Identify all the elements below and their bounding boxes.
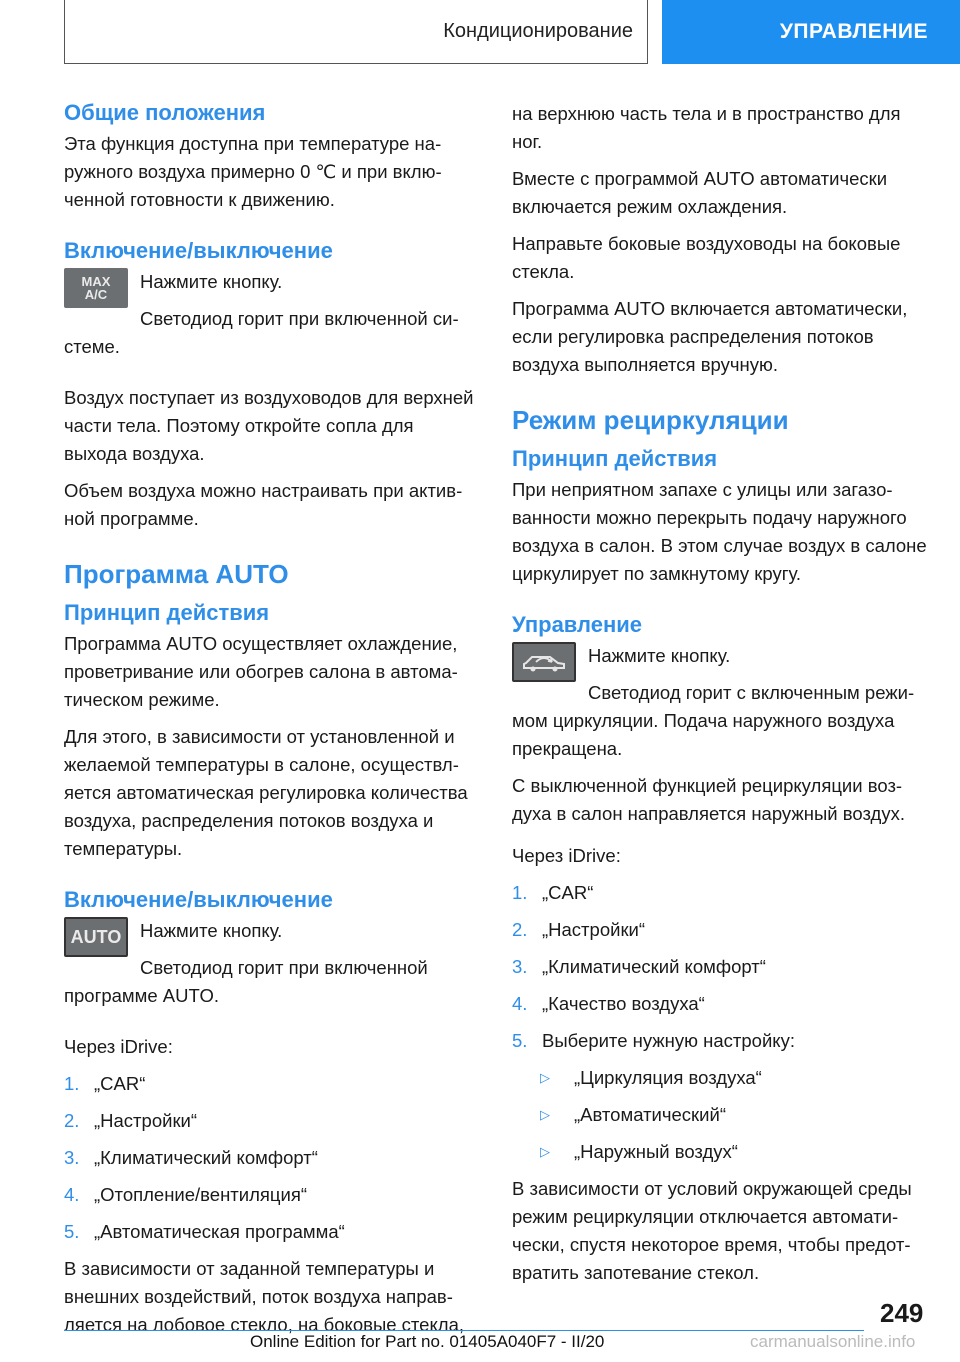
list-item <box>512 916 932 944</box>
triangle-bullet-icon: ▷ <box>540 1144 550 1159</box>
paragraph: Светодиод горит при включенной программе AUTO. <box>64 957 428 1006</box>
paragraph: В зависимости от условий окружающей среды режим рециркуляции отключается автоматически, спустя некоторое время, чтобы предотвратить запотевание стекол. <box>512 1178 912 1283</box>
triangle-bullet-icon: ▷ <box>540 1070 550 1085</box>
paragraph: Нажмите кнопку. <box>140 920 283 941</box>
list-item <box>512 879 932 907</box>
right-column <box>512 100 932 1296</box>
car-recirculation-icon <box>520 649 568 675</box>
step-text: „Климатический комфорт“ <box>94 1147 318 1168</box>
list-item <box>512 1027 932 1055</box>
heading-control: Управление <box>512 612 643 637</box>
option-text: „Наружный воздух“ <box>574 1141 738 1162</box>
list-item <box>64 1070 478 1098</box>
chapter-tab <box>64 0 648 64</box>
step-number: 2. <box>64 1110 80 1131</box>
list-item <box>512 990 932 1018</box>
footer-edition: Online Edition for Part no. 01405A040F7 - II/20 <box>250 1332 605 1351</box>
step-text: Выберите нужную настройку: <box>542 1030 795 1051</box>
paragraph: Нажмите кнопку. <box>140 271 283 292</box>
step-number: 5. <box>512 1030 528 1051</box>
step-text: „Качество воздуха“ <box>542 993 705 1014</box>
paragraph: Программа AUTO осуществляет охлаждение, проветривание или обогрев салона в автоматическом режиме. <box>64 633 458 710</box>
paragraph: Через iDrive: <box>64 1036 173 1057</box>
step-text: „Настройки“ <box>94 1110 198 1131</box>
page-number: 249 <box>880 1298 924 1328</box>
options-list <box>512 1064 932 1166</box>
step-number: 4. <box>64 1184 80 1205</box>
option-text: „Циркуляция воздуха“ <box>574 1067 762 1088</box>
section-title: УПРАВЛЕНИЕ <box>779 20 928 43</box>
step-text: „Отопление/вентиляция“ <box>94 1184 308 1205</box>
list-item <box>64 1218 478 1246</box>
list-item <box>512 953 932 981</box>
steps-list <box>64 1070 478 1246</box>
step-text: „Климатический комфорт“ <box>542 956 766 977</box>
heading-onoff: Включение/выключение <box>64 887 333 912</box>
paragraph: Воздух поступает из воздуховодов для верхней части тела. Поэтому откройте сопла для выхода воздуха. <box>64 387 474 464</box>
footer-divider <box>64 1330 864 1331</box>
max-ac-block <box>64 268 478 370</box>
paragraph: С выключенной функцией рециркуляции воздуха в салон направляется наружный воздух. <box>512 775 905 824</box>
paragraph: Объем воздуха можно настраивать при активной программе. <box>64 480 463 529</box>
triangle-bullet-icon: ▷ <box>540 1107 550 1122</box>
list-item <box>540 1064 932 1092</box>
paragraph: Направьте боковые воздуховоды на боковые стекла. <box>512 233 901 282</box>
max-ac-button-icon <box>64 268 128 308</box>
step-number: 1. <box>512 882 528 903</box>
step-text: „Настройки“ <box>542 919 646 940</box>
step-number: 2. <box>512 919 528 940</box>
step-number: 4. <box>512 993 528 1014</box>
paragraph: Эта функция доступна при температуре наружного воздуха примерно 0 ℃ и при включенной готовности к движению. <box>64 133 442 210</box>
step-number: 3. <box>512 956 528 977</box>
chapter-title: Кондиционирование <box>443 20 633 42</box>
left-column <box>64 100 478 1348</box>
paragraph: на верхнюю часть тела и в пространство для ног. <box>512 103 901 152</box>
recirculation-button-icon <box>512 642 576 682</box>
heading-recirculation: Режим рециркуляции <box>512 405 789 435</box>
heading-general: Общие положения <box>64 100 266 125</box>
paragraph: Светодиод горит с включенным режимом циркуляции. Подача наружного воздуха прекращена. <box>512 682 915 759</box>
heading-principle: Принцип действия <box>512 446 718 471</box>
heading-principle: Принцип действия <box>64 600 270 625</box>
heading-onoff: Включение/выключение <box>64 238 333 263</box>
step-number: 1. <box>64 1073 80 1094</box>
paragraph: В зависимости от заданной температуры и внешних воздействий, поток воздуха направляется на лобовое стекло, на боковые стекла, <box>64 1258 464 1335</box>
step-text: „Автоматическая программа“ <box>94 1221 345 1242</box>
list-item <box>64 1144 478 1172</box>
paragraph: Вместе с программой AUTO автоматически включается режим охлаждения. <box>512 168 888 217</box>
paragraph: При неприятном запахе с улицы или загазованности можно перекрыть подачу наружного воздуха в салон. В этом случае воздух в салоне циркулирует по замкнутому кругу. <box>512 479 927 584</box>
paragraph: Для этого, в зависимости от установленной и желаемой температуры в салоне, осуществляется автоматическая регулировка количества воздуха, распределения потоков воздуха и температуры. <box>64 726 468 859</box>
auto-label: AUTO <box>70 926 122 947</box>
step-number: 3. <box>64 1147 80 1168</box>
option-text: „Автоматический“ <box>574 1104 726 1125</box>
step-number: 5. <box>64 1221 80 1242</box>
auto-block <box>64 917 478 1019</box>
footer-watermark: carmanualsonline.info <box>750 1332 916 1351</box>
list-item <box>64 1107 478 1135</box>
list-item <box>540 1101 932 1129</box>
auto-button-icon <box>64 917 128 957</box>
step-text: „CAR“ <box>542 882 594 903</box>
paragraph: Программа AUTO включается автоматически, если регулировка распределения потоков воздуха выполняется вручную. <box>512 298 908 375</box>
recirculation-block <box>512 642 932 772</box>
list-item <box>64 1181 478 1209</box>
steps-list <box>512 879 932 1055</box>
paragraph: Нажмите кнопку. <box>588 645 731 666</box>
section-tab <box>662 0 960 64</box>
heading-auto: Программа AUTO <box>64 559 289 589</box>
step-text: „CAR“ <box>94 1073 146 1094</box>
list-item <box>540 1138 932 1166</box>
paragraph: Через iDrive: <box>512 845 621 866</box>
paragraph: Светодиод горит при включенной системе. <box>64 308 459 357</box>
max-ac-label: MAX A/C <box>81 274 111 302</box>
